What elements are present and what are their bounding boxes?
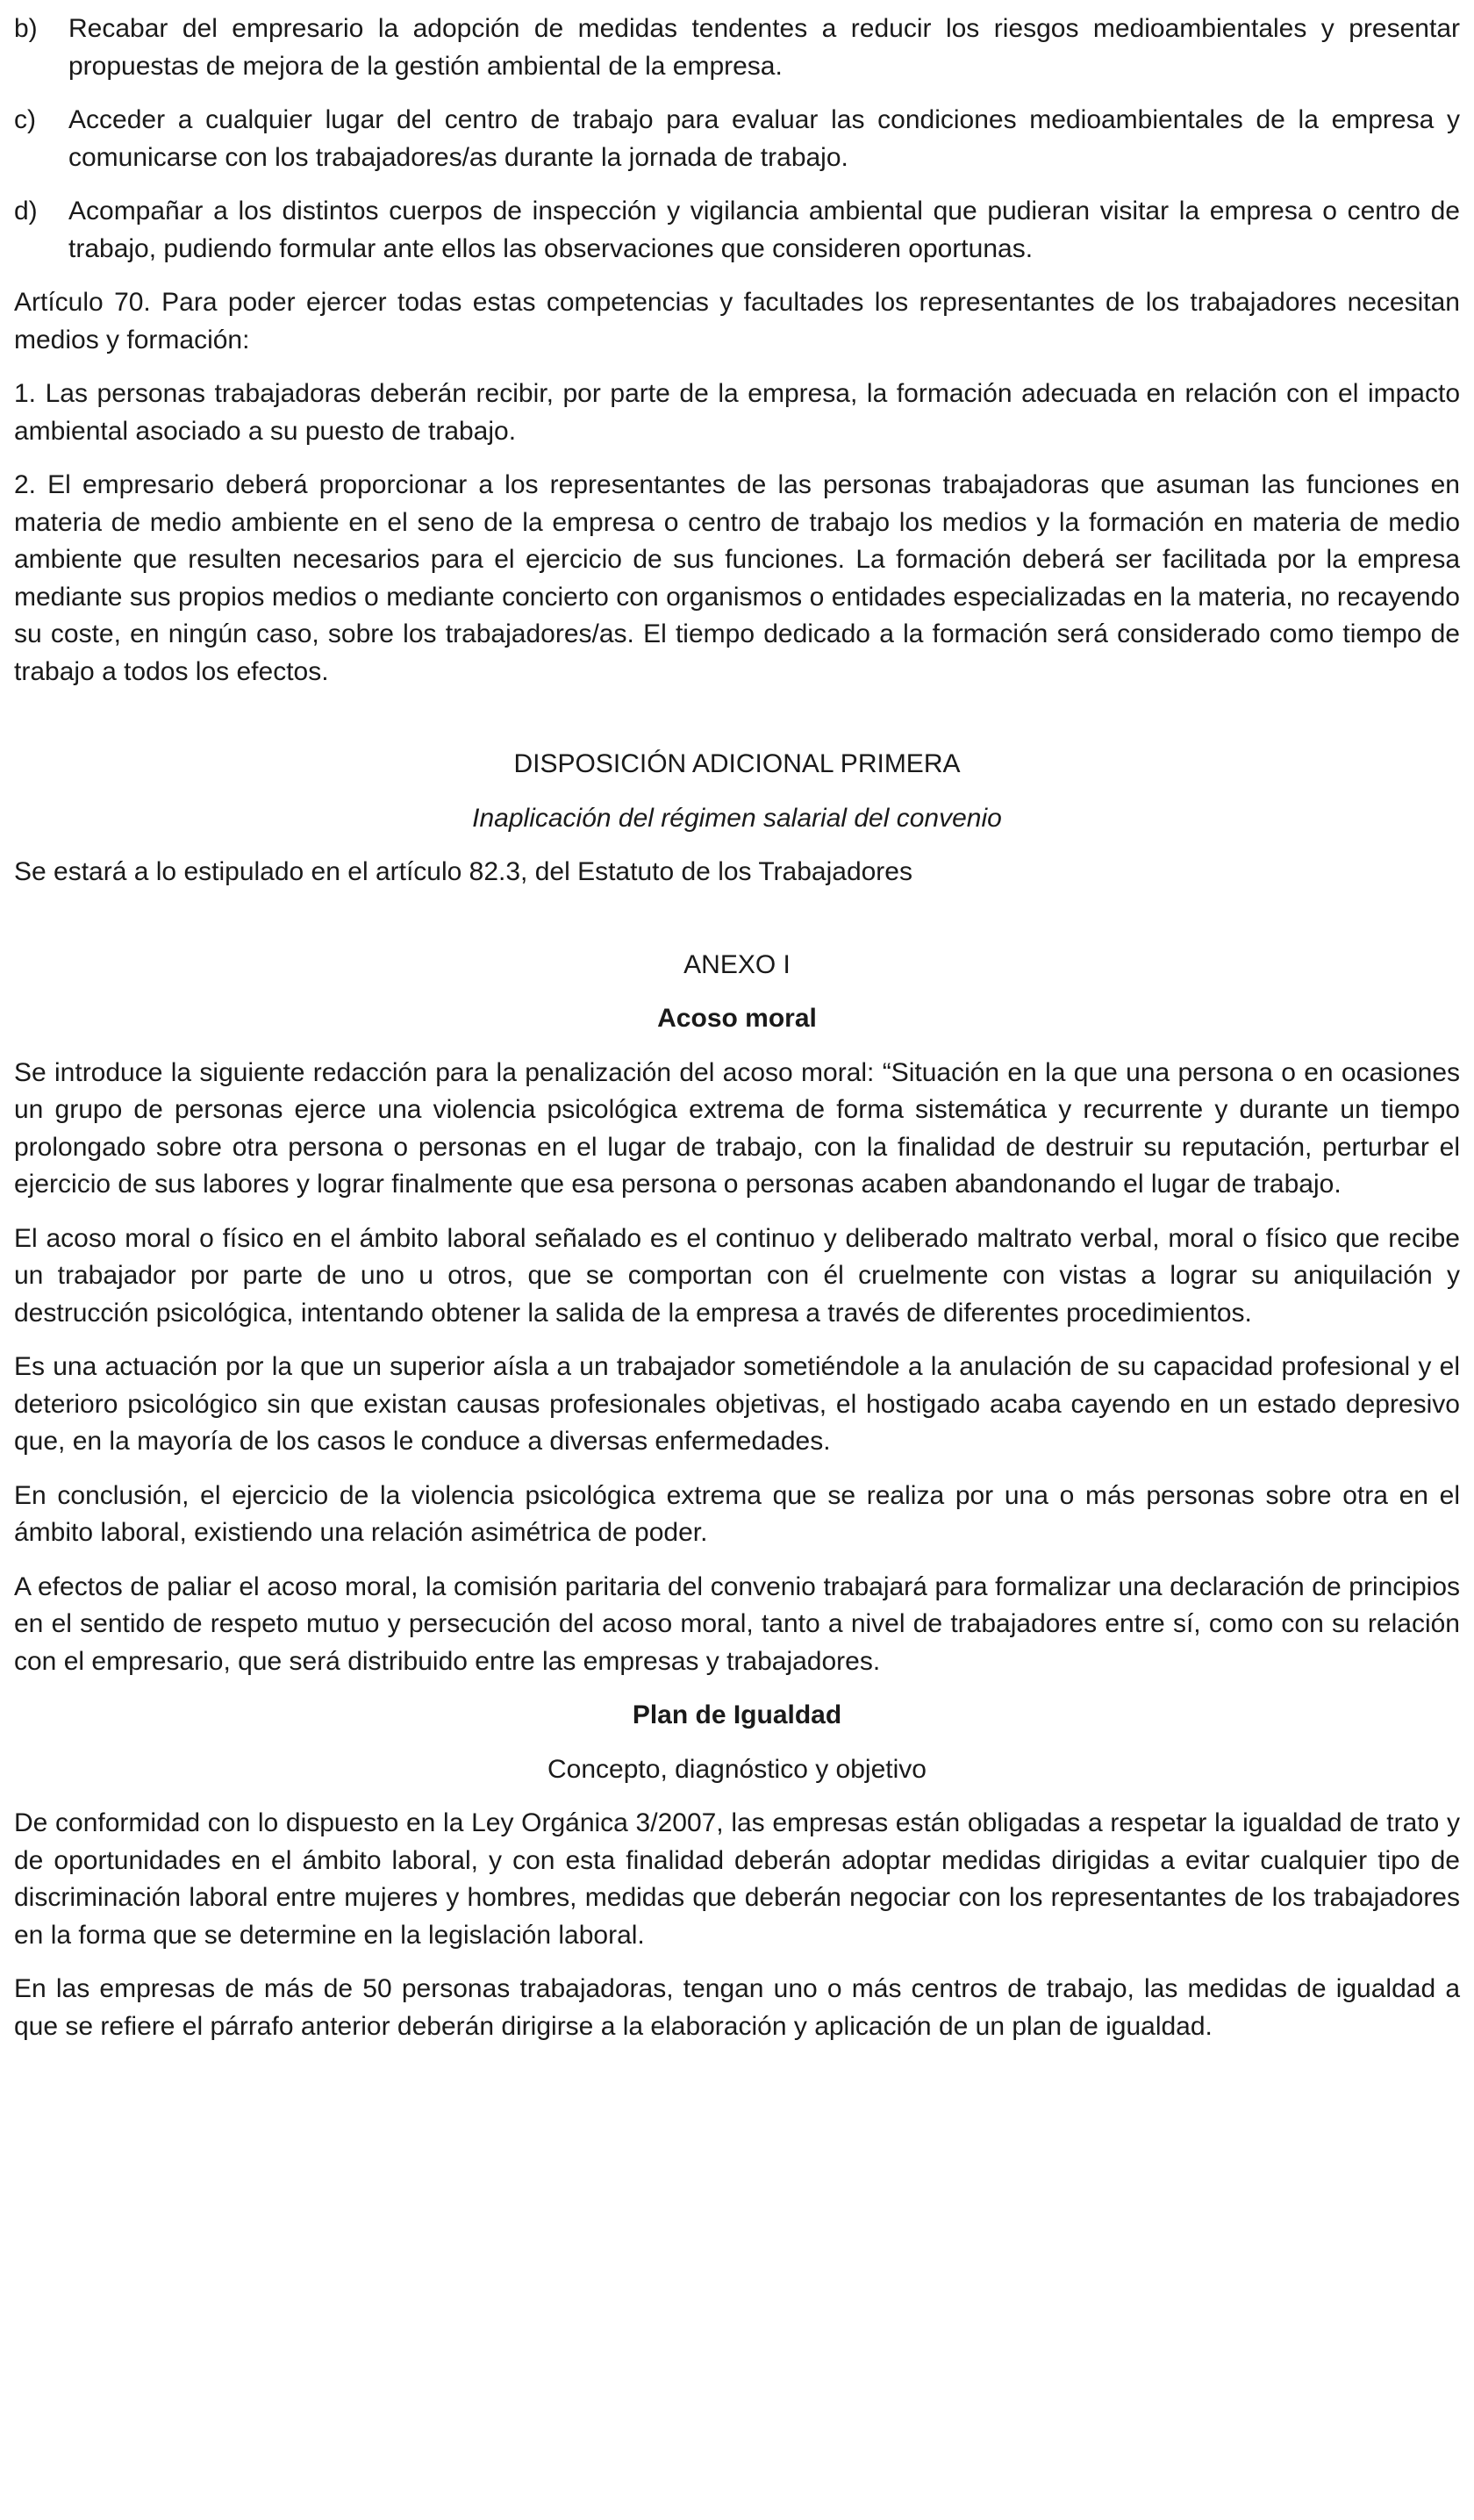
anexo-paragraph: En conclusión, el ejercicio de la violencia psicológica extrema que se realiza por una o más personas sobre otra en el ámbito laboral, existiendo una relación asimétrica de poder. [14, 1480, 1460, 1547]
articulo-70-point-1: 1. Las personas trabajadoras deberán recibir, por parte de la empresa, la formación adecuada en relación con el impacto ambiental asociado a su puesto de trabajo. [14, 379, 1460, 446]
igualdad-paragraph: En las empresas de más de 50 personas trabajadoras, tengan uno o más centros de trabajo, las medidas de igualdad a que se refiere el párrafo anterior deberán dirigirse a la elaboración y aplicación de un plan de igualdad. [14, 1974, 1460, 2041]
list-item-text: Recabar del empresario la adopción de medidas tendentes a reducir los riesgos medioambientales y presentar propuestas de mejora de la gestión ambiental de la empresa. [68, 14, 1460, 81]
articulo-70-intro: Artículo 70. Para poder ejercer todas estas competencias y facultades los representantes de los trabajadores necesitan medios y formación: [14, 288, 1460, 354]
anexo-paragraph: A efectos de paliar el acoso moral, la comisión paritaria del convenio trabajará para formalizar una declaración de principios en el sentido de respeto mutuo y persecución del acoso moral, tanto a nivel de trabajadores entre sí, como con su relación con el empresario, que será distribuido entre las empresas y trabajadores. [14, 1571, 1460, 1676]
igualdad-title: Plan de Igualdad [632, 1700, 842, 1729]
list-item-label: d) [14, 197, 38, 226]
list-item-label: c) [14, 105, 36, 134]
list-item-text: Acompañar a los distintos cuerpos de inspección y vigilancia ambiental que pudieran visitar la empresa o centro de trabajo, pudiendo formular ante ellos las observaciones que consideren oportunas. [68, 197, 1460, 263]
anexo-paragraph: Es una actuación por la que un superior aísla a un trabajador sometiéndole a la anulación de su capacidad profesional y el deterioro psicológico sin que existan causas profesionales objetivas, el hostigado acaba cayendo en un estado depresivo que, en la mayoría de los casos le conduce a diversas enfermedades. [14, 1352, 1460, 1456]
igualdad-subtitle: Concepto, diagnóstico y objetivo [547, 1754, 927, 1784]
anexo-title: Acoso moral [657, 1004, 817, 1033]
anexo-heading: ANEXO I [683, 949, 791, 979]
disposicion-subheading: Inaplicación del régimen salarial del convenio [472, 803, 1002, 833]
igualdad-paragraph: De conformidad con lo dispuesto en la Ley Orgánica 3/2007, las empresas están obligadas a respetar la igualdad de trato y de oportunidades en el ámbito laboral, y con esta finalidad deberán adoptar medidas dirigidas a evitar cualquier tipo de discriminación laboral entre mujeres y hombres, medidas que deberán negociar con los representantes de los trabajadores en la forma que se determine en la legislación laboral. [14, 1808, 1460, 1950]
list-item [14, 193, 1460, 268]
list-item [14, 102, 1460, 176]
anexo-paragraph: Se introduce la siguiente redacción para la penalización del acoso moral: “Situación en la que una persona o en ocasiones un grupo de personas ejerce una violencia psicológica extrema de forma sistemática y recurrente y durante un tiempo prolongado sobre otra persona o personas en el lugar de trabajo, con la finalidad de destruir su reputación, perturbar el ejercicio de sus labores y lograr finalmente que esa persona o personas acaben abandonando el lugar de trabajo. [14, 1057, 1460, 1199]
list-item-label: b) [14, 14, 38, 43]
list-item-text: Acceder a cualquier lugar del centro de trabajo para evaluar las condiciones medioambientales de la empresa y comunicarse con los trabajadores/as durante la jornada de trabajo. [68, 105, 1460, 172]
disposicion-heading: DISPOSICIÓN ADICIONAL PRIMERA [513, 749, 961, 778]
articulo-70-point-2: 2. El empresario deberá proporcionar a los representantes de las personas trabajadoras que asuman las funciones en materia de medio ambiente en el seno de la empresa o centro de trabajo los medios y la formación en materia de medio ambiente que resulten necesarios para el ejercicio de sus funciones. La formación deberá ser facilitada por la empresa mediante sus propios medios o mediante concierto con organismos o entidades especializadas en la materia, no recayendo su coste, en ningún caso, sobre los trabajadores/as. El tiempo dedicado a la formación será considerado como tiempo de trabajo a todos los efectos. [14, 470, 1460, 686]
anexo-paragraph: El acoso moral o físico en el ámbito laboral señalado es el continuo y deliberado maltrato verbal, moral o físico que recibe un trabajador por parte de uno u otros, que se comportan con él cruelmente con vistas a lograr su aniquilación y destrucción psicológica, intentando obtener la salida de la empresa a través de diferentes procedimientos. [14, 1223, 1460, 1328]
list-item [14, 11, 1460, 85]
disposicion-text: Se estará a lo estipulado en el artículo 82.3, del Estatuto de los Trabajadores [14, 857, 912, 886]
